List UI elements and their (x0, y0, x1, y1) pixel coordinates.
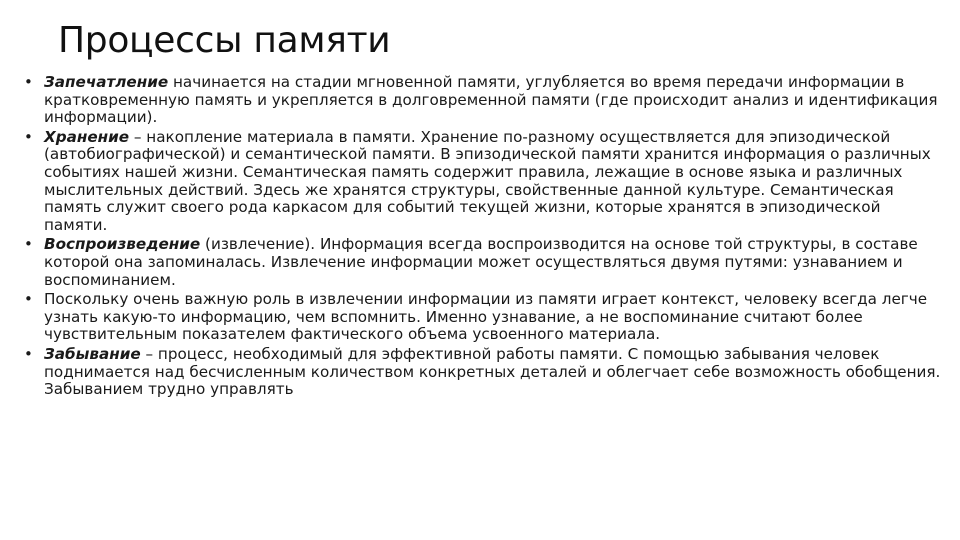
slide-title: Процессы памяти (58, 20, 391, 61)
bullet-item-imprinting (22, 74, 942, 127)
bullet-term: Запечатление (44, 73, 169, 91)
bullet-list (22, 74, 942, 401)
bullet-dot-icon: • (24, 235, 33, 254)
bullet-term: Хранение (44, 127, 130, 146)
bullet-term: Забывание (44, 344, 141, 363)
bullet-dot-icon: • (24, 344, 33, 363)
bullet-dot-icon: • (24, 73, 33, 91)
bullet-text: Поскольку очень важную роль в извлечении информации из памяти играет контекст, человеку всегда легче узнать какую-то информацию, чем вспомнить. Именно узнавание, а не воспоминание считают более чувствительным показателем фактического объема усвоенного материала. (44, 290, 928, 344)
bullet-item-context (22, 291, 942, 344)
bullet-term: Воспроизведение (44, 235, 201, 254)
bullet-text: – накопление материала в памяти. Хранение по-разному осуществляется для эпизодической (автобиографической) и семантической памяти. В эпизодической памяти хранится информация о различных событиях нашей жизни. Семантическая память содержит правила, лежащие в основе языка и различных мыслительных действий. Здесь же хранятся структуры, свойственные данной культуре. Семантическая память служит своего рода каркасом для событий текущей жизни, которые хранятся в эпизодической памяти. (44, 127, 931, 234)
bullet-item-storage (22, 129, 942, 235)
bullet-item-retrieval (22, 236, 942, 289)
bullet-item-forgetting (22, 346, 942, 399)
bullet-dot-icon: • (24, 127, 33, 146)
bullet-dot-icon: • (24, 290, 33, 309)
bullet-text: – процесс, необходимый для эффективной работы памяти. С помощью забывания человек поднимается над бесчисленным количеством конкретных деталей и облегчает себе возможность обобщения. Забыванием трудно управлять (44, 344, 941, 399)
bullet-text: (извлечение). Информация всегда воспроизводится на основе той структуры, в составе которой она запоминалась. Извлечение информации может осуществляться двумя путями: узнаванием и воспоминанием. (44, 235, 918, 289)
bullet-text: начинается на стадии мгновенной памяти, углубляется во время передачи информации в кратковременную память и укрепляется в долговременной памяти (где происходит анализ и идентификация информации). (44, 73, 938, 127)
